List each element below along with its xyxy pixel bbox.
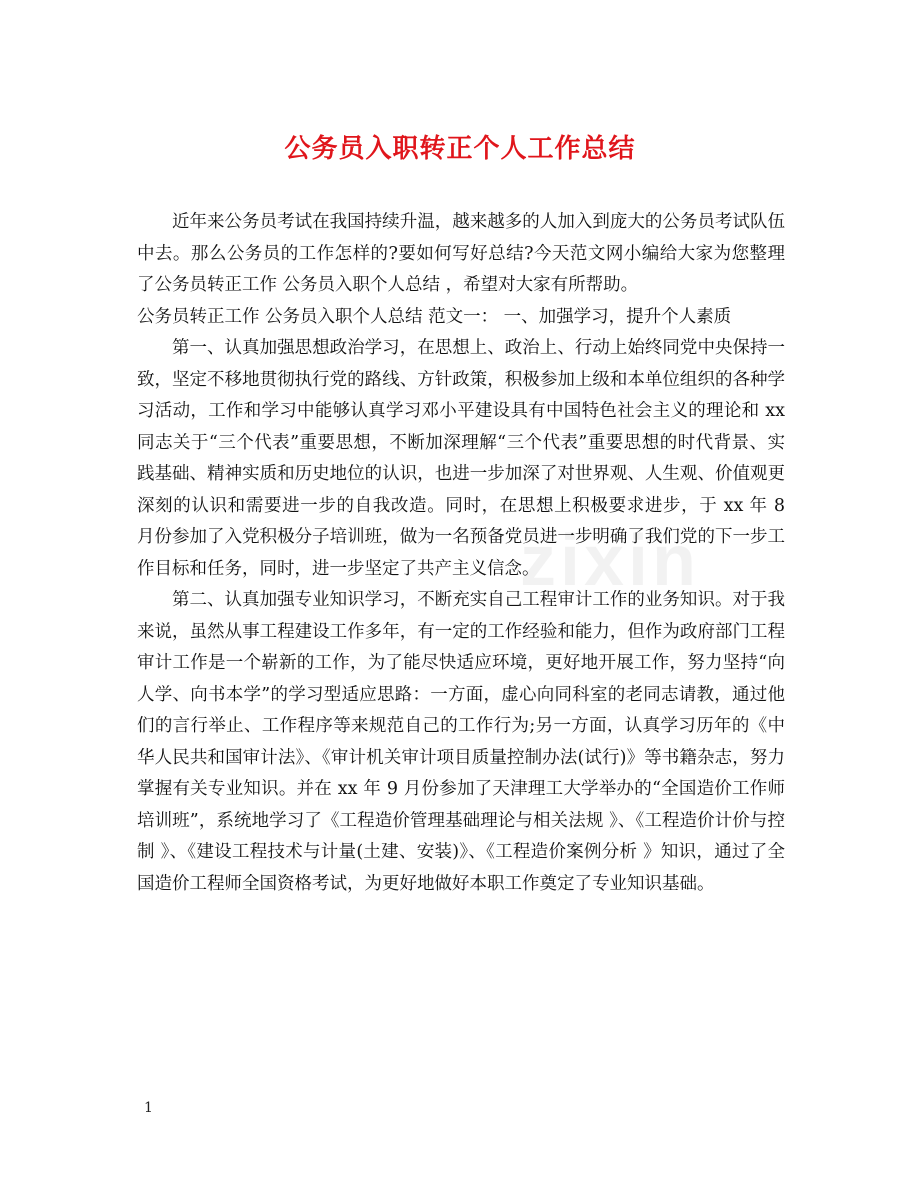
intro-paragraph: 近年来公务员考试在我国持续升温，越来越多的人加入到庞大的公务员考试队伍中去。那么公务员的工作怎样的?要如何写好总结?今天范文网小编给大家为您整理了公务员转正工作 公务员入职个人总结 ，希望对大家有所帮助。 [137, 212, 785, 295]
document-title: 公务员入职转正个人工作总结 [284, 134, 636, 164]
page-number: 1 [144, 1100, 153, 1116]
first-point-paragraph: 第一、认真加强思想政治学习，在思想上、政治上、行动上始终同党中央保持一致，坚定不移地贯彻执行党的路线、方针政策，积极参加上级和本单位组织的各种学习活动，工作和学习中能够认真学习邓小平建设具有中国特色社会主义的理论和 xx 同志关于“三个代表”重要思想，不断加深理解“三个代表”重要思想的时代背景、实践基础、精神实质和历史地位的认识，也进一步加深了对世界观、人生观、价值观更深刻的认识和需要进一步的自我改造。同时，在思想上积极要求进步，于 xx 年 8 月份参加了入党积极分子培训班，做为一名预备党员进一步明确了我们党的下一步工作目标和任务，同时，进一步坚定了共产主义信念。 [137, 338, 785, 579]
section-heading-paragraph: 公务员转正工作 公务员入职个人总结 范文一： 一、加强学习，提升个人素质 [137, 306, 732, 327]
document-body [137, 207, 785, 900]
watermark-logo: zixin [520, 521, 701, 601]
second-point-paragraph: 第二、认真加强专业知识学习，不断充实自己工程审计工作的业务知识。对于我来说，虽然从事工程建设工作多年，有一定的工作经验和能力，但作为政府部门工程审计工作是一个崭新的工作，为了能尽快适应环境，更好地开展工作，努力坚持“向人学、向书本学”的学习型适应思路：一方面，虚心向同科室的老同志请教，通过他们的言行举止、工作程序等来规范自己的工作行为;另一方面，认真学习历年的《中华人民共和国审计法》、《审计机关审计项目质量控制办法(试行)》等书籍杂志，努力掌握有关专业知识。并在 xx 年 9 月份参加了天津理工大学举办的“全国造价工作师培训班”，系统地学习了《工程造价管理基础理论与相关法规 》、《工程造价计价与控制 》、《建设工程技术与计量(土建、安装)》、《工程造价案例分析 》知识，通过了全国造价工程师全国资格考试，为更好地做好本职工作奠定了专业知识基础。 [137, 590, 785, 894]
